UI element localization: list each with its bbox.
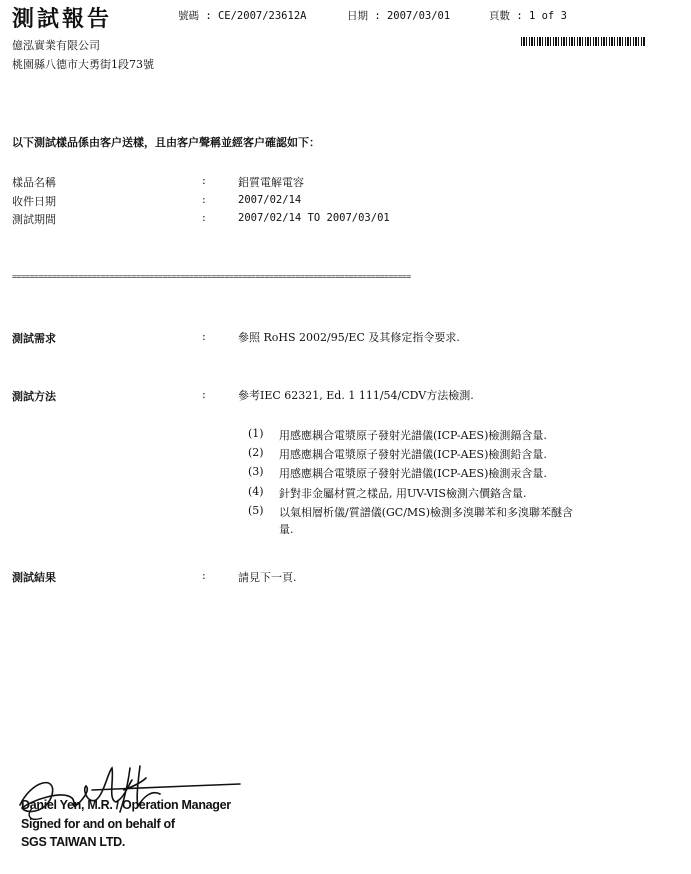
method-label: 測試方法 [12,390,56,403]
separator-line: ========================================================================================== [12,271,411,281]
method-item-number: (1) [248,427,264,440]
intro-statement: 以下測試樣品係由客户送樣，且由客户聲稱並經客户確認如下： [12,136,320,149]
report-number: 號碼 : CE/2007/23612A [178,10,307,22]
method-item-text: 用感應耦合電漿原子發射光譜儀(ICP-AES)檢測鎘含量. [279,429,547,442]
result-colon: : [202,569,206,582]
company-name: SGS TAIWAN LTD. [21,835,126,849]
received-date-label: 收件日期 [12,195,56,208]
method-item-number: (5) [248,504,264,517]
method-item-text: 以氣相層析儀/質譜儀(GC/MS)檢測多溴聯苯和多溴聯苯醚含 [279,506,573,519]
test-period-label: 測試期間 [12,213,56,226]
method-value: 參考IEC 62321, Ed. 1 111/54/CDV方法檢測. [238,389,474,402]
barcode [521,37,645,46]
method-item-text: 用感應耦合電漿原子發射光譜儀(ICP-AES)檢測鉛含量. [279,448,547,461]
sample-name-label: 樣品名稱 [12,176,56,189]
requirement-colon: : [202,330,206,343]
received-date-colon: : [202,193,206,206]
test-period-colon: : [202,211,206,224]
method-item-number: (2) [248,446,264,459]
client-name: 億泓實業有限公司 [12,39,100,52]
signed-on-behalf: Signed for and on behalf of [21,817,175,831]
signatory-name-title: Daniel Yen, M.R. / Operation Manager [21,798,231,812]
sample-name-colon: : [202,174,206,187]
method-item-number: (4) [248,485,264,498]
result-label: 測試結果 [12,571,56,584]
method-item-text: 用感應耦合電漿原子發射光譜儀(ICP-AES)檢測汞含量. [279,467,547,480]
report-title: 測試報告 [12,6,113,32]
client-address: 桃園縣八德市大勇街1段73號 [12,58,154,71]
requirement-label: 測試需求 [12,332,56,345]
result-value: 請見下一頁. [238,571,297,584]
method-item-number: (3) [248,465,264,478]
report-date: 日期 : 2007/03/01 [347,10,451,22]
test-period-value: 2007/02/14 TO 2007/03/01 [238,212,390,224]
method-item-text-continued: 量. [279,523,294,536]
page-count: 頁數 : 1 of 3 [489,10,567,22]
sample-name-value: 鋁質電解電容 [238,176,304,189]
requirement-value: 參照 RoHS 2002/95/EC 及其修定指令要求. [238,331,460,344]
received-date-value: 2007/02/14 [238,194,302,206]
method-colon: : [202,388,206,401]
method-item-text: 針對非金屬材質之樣品, 用UV-VIS檢測六價鉻含量. [279,487,527,500]
